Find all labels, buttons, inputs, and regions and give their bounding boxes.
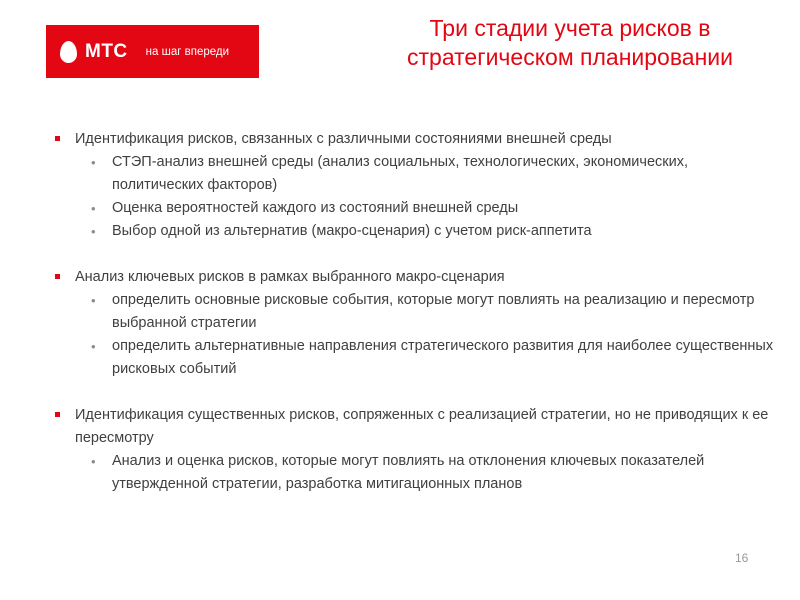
- slide-title-line2: стратегическом планировании: [407, 44, 733, 70]
- slide-title: [360, 14, 780, 72]
- sub-bullet: [55, 289, 780, 335]
- page-number: 16: [735, 551, 749, 565]
- slide-title-line1: Три стадии учета рисков в: [429, 15, 711, 41]
- square-bullet-icon: [55, 274, 60, 279]
- sub-bullet-text: Оценка вероятностей каждого из состояний внешней среды: [112, 200, 519, 216]
- logo-brand: МТС: [85, 40, 128, 62]
- section-2: [55, 266, 780, 381]
- logo-tagline: на шаг впереди: [145, 45, 230, 58]
- bullet-heading: [55, 404, 780, 450]
- bullet-heading-text: Идентификация рисков, связанных с различными состояниями внешней среды: [75, 131, 612, 147]
- sub-bullet: [55, 197, 780, 220]
- bullet-heading-text: Идентификация существенных рисков, сопряженных с реализацией стратегии, но не приводящих к ее пересмотру: [75, 407, 769, 446]
- dot-bullet-icon: •: [91, 224, 96, 239]
- sub-bullet: [55, 335, 780, 381]
- square-bullet-icon: [55, 136, 60, 141]
- sub-bullet: [55, 151, 780, 197]
- dot-bullet-icon: •: [91, 454, 96, 469]
- sub-bullet-text: СТЭП-анализ внешней среды (анализ социальных, технологических, экономических, политических факторов): [112, 154, 688, 193]
- section-1: [55, 128, 780, 243]
- bullet-heading-text: Анализ ключевых рисков в рамках выбранного макро-сценария: [75, 269, 505, 285]
- bullet-heading: [55, 266, 780, 289]
- dot-bullet-icon: •: [91, 155, 96, 170]
- sub-bullet: [55, 450, 780, 496]
- slide-content: [55, 128, 780, 519]
- square-bullet-icon: [55, 412, 60, 417]
- egg-icon: [60, 41, 77, 63]
- section-3: [55, 404, 780, 496]
- dot-bullet-icon: •: [91, 293, 96, 308]
- sub-bullet-text: Выбор одной из альтернатив (макро-сценария) с учетом риск-аппетита: [112, 223, 592, 239]
- sub-bullet-text: определить альтернативные направления стратегического развития для наиболее существенных рисковых событий: [112, 338, 774, 377]
- sub-bullet: [55, 220, 780, 243]
- bullet-heading: [55, 128, 780, 151]
- mts-logo: [46, 25, 259, 78]
- dot-bullet-icon: •: [91, 201, 96, 216]
- sub-bullet-text: Анализ и оценка рисков, которые могут повлиять на отклонения ключевых показателей утвержденной стратегии, разработка митигационных планов: [112, 453, 705, 492]
- dot-bullet-icon: •: [91, 339, 96, 354]
- sub-bullet-text: определить основные рисковые события, которые могут повлиять на реализацию и пересмотр выбранной стратегии: [112, 292, 755, 331]
